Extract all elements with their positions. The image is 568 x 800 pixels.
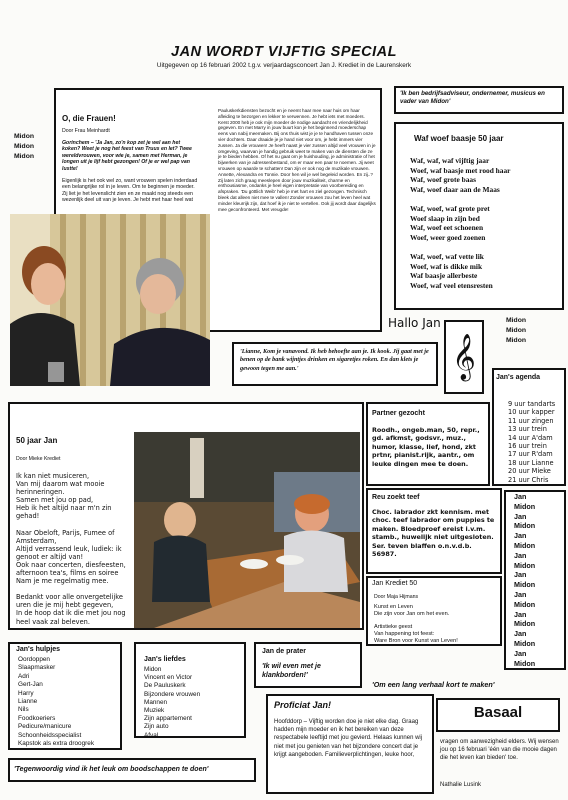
waf-line: Waf baasje allerbeste bbox=[410, 271, 478, 281]
verse-line: herinneringen. bbox=[16, 488, 65, 497]
partner-heading: Partner gezocht bbox=[372, 410, 425, 417]
hulpjes-item: Lianne bbox=[18, 698, 38, 706]
verse-line: Samen met jou op pad, bbox=[16, 496, 94, 505]
agenda-item: 13 uur trein bbox=[508, 425, 547, 434]
liefdes-item: Bijzondere vrouwen bbox=[144, 690, 201, 698]
krediet50-byline: Door Maja Hijmans bbox=[374, 594, 419, 600]
photo-jan-and-lady-image bbox=[10, 214, 210, 386]
liefdes-item: Muziek bbox=[144, 707, 165, 715]
verse-line: In de hoop dat ik die met jou nog bbox=[16, 609, 126, 618]
verse-spacer bbox=[16, 521, 126, 529]
basaal-label: Basaal bbox=[473, 704, 523, 721]
waf-line: Waf, woef daar aan de Maas bbox=[410, 184, 500, 194]
agenda-list bbox=[508, 400, 555, 484]
waf-line: Waf, woef, waf vette lik bbox=[410, 251, 484, 261]
verhaal-quote: 'Om een lang verhaal kort te maken' bbox=[372, 680, 495, 689]
frauen-intro: Gorinchem – 'Ja Jan, zo'n kop zet je wel aan het koken? Weet je nog het feest van Truus en Iet? Twee wereldvrouwen, voor wie je, samen met Herman, je longen uit je lijf hebt gezongen! Of je er wel pap van lustte! bbox=[62, 140, 192, 172]
agenda-item: 9 uur tandarts bbox=[508, 400, 556, 408]
krediet50-spacer bbox=[374, 618, 458, 625]
hulpjes-item: Oordoppen bbox=[18, 656, 50, 663]
krediet50-poem bbox=[374, 604, 458, 645]
jan-midon-item: Midon bbox=[514, 599, 536, 609]
partner-text: Roodh., ongeb.man, 50, repr., gd. afkmst, godsvr., muz., humor, klasse, lief, hond, zkt prtnr, pianist.rijk, aantr., om leuke dingen mee te doen. bbox=[372, 426, 480, 468]
verse-line: uren die je mij hebt gegeven, bbox=[16, 601, 114, 610]
krediet50-line: Kunst en Leven bbox=[374, 604, 413, 610]
waf-line: Woef, weer goed zoenen bbox=[410, 232, 486, 242]
jan-midon-item: Jan bbox=[514, 550, 527, 560]
waf-spacer bbox=[410, 194, 510, 204]
jan-midon-item: Midon bbox=[514, 658, 536, 668]
agenda-item: 21 uur Chris bbox=[508, 475, 549, 484]
krediet50-line: Van happening tot feest: bbox=[374, 631, 435, 638]
jan-midon-item: Jan bbox=[514, 511, 527, 521]
nathalie-signature: Nathalie Lusink bbox=[440, 782, 482, 788]
agenda-item: 11 uur zingen bbox=[508, 416, 554, 425]
hulpjes-list bbox=[18, 656, 94, 748]
waf-spacer bbox=[410, 242, 510, 252]
waf-line: Waf, woef eet schoenen bbox=[410, 223, 484, 233]
liefdes-item: Mannen bbox=[144, 698, 168, 706]
agenda-item: 10 uur kapper bbox=[508, 408, 555, 417]
jan-midon-item: Midon bbox=[514, 540, 536, 550]
verse-line: Ik kan niet musiceren, bbox=[16, 472, 90, 480]
jan-midon-item: Jan bbox=[514, 492, 527, 501]
verse-line: Amsterdam, bbox=[16, 536, 57, 545]
waf-line: Woef slaap in zijn bed bbox=[410, 213, 480, 223]
fifty-heading: 50 jaar Jan bbox=[16, 436, 58, 445]
verse-line: gehad! bbox=[16, 512, 40, 521]
verse-spacer bbox=[16, 585, 126, 593]
jan-midon-item: Jan bbox=[514, 648, 527, 658]
waf-lines bbox=[410, 156, 510, 290]
liefdes-item: Zijn auto bbox=[144, 723, 169, 731]
hulpjes-item: Gert-Jan bbox=[18, 681, 43, 689]
photo-dinner-table-image bbox=[134, 432, 360, 628]
waf-line: Waf, woef grote baas bbox=[410, 175, 476, 185]
verse-line: Naar Obeloft, Parijs, Fumee of bbox=[16, 528, 115, 537]
midon-left-item: Midon bbox=[14, 153, 35, 160]
page-subtitle: Uitgegeven op 16 februari 2002 t.g.v. verjaardagsconcert Jan J. Krediet in de Laurenskerk bbox=[156, 62, 412, 69]
prater-heading: Jan de prater bbox=[262, 648, 306, 655]
reu-heading: Reu zoekt teef bbox=[372, 494, 420, 501]
hulpjes-item: Nils bbox=[18, 706, 29, 714]
jan-midon-item: Midon bbox=[514, 619, 536, 629]
fifty-verses bbox=[16, 472, 126, 626]
liefdes-heading: Jan's liefdes bbox=[144, 656, 186, 663]
agenda-heading: Jan's agenda bbox=[496, 374, 541, 381]
jan-midon-item: Midon bbox=[514, 521, 536, 531]
proficiat-text: Hoofddorp – Vijftig worden doe je niet elke dag. Graag hadden mijn moeder en ik het bereiken van deze respectabele leeftijd met jou gevierd. Helaas kunnen wij niet met jou genieten van het bijzondere concert dat je krijgt aangeboden. Familieverplichtingen, leuke hoor, bbox=[274, 719, 423, 758]
midon-right-item: Midon bbox=[506, 327, 527, 334]
music-clef-box bbox=[444, 320, 484, 394]
jan-midon-item: Jan bbox=[514, 609, 527, 619]
verse-line: Heb ik het altijd naar m'n zin bbox=[16, 504, 112, 513]
verse-line: Bedankt voor alle onvergetelijke bbox=[16, 593, 123, 602]
frauen-paragraph: Eigenlijk is het ook wel zo, want vrouwen spelen inderdaad een belangrijke rol in je leven. Om te beginnen je moeder. Zij liet je het levenslicht zien en ze maakt nog steeds een wezenlijk deel uit van je leven. Je hebt met haar heel wat bbox=[62, 178, 198, 204]
hulpjes-item: Harry bbox=[18, 689, 34, 697]
agenda-item: 14 uur A'dam bbox=[508, 433, 553, 442]
hulpjes-item: Pedicure/manicure bbox=[18, 723, 72, 731]
hulpjes-item: Schoonheidsspecialist bbox=[18, 731, 82, 739]
liefdes-item: Afval bbox=[144, 731, 159, 739]
hulpjes-item: Slaapmasker bbox=[18, 664, 56, 672]
frauen-byline: Door Frau Meinhardt bbox=[62, 128, 110, 134]
jan-midon-item: Midon bbox=[514, 560, 536, 570]
frauen-heading: O, die Frauen! bbox=[62, 114, 116, 123]
liefdes-item: Vincent en Victor bbox=[144, 674, 193, 682]
midon-left-list bbox=[14, 132, 34, 162]
verse-line: heel vaak zal beleven. bbox=[16, 617, 90, 626]
waf-line: Waf, waf, waf vijftig jaar bbox=[410, 156, 490, 165]
jan-midon-item: Jan bbox=[514, 589, 527, 599]
verse-line: Nam je me regelmatig mee. bbox=[16, 577, 109, 586]
jan-midon-item: Midon bbox=[514, 501, 536, 511]
krediet50-line: Ware Bron voor Kunst van Leven! bbox=[374, 637, 458, 644]
liefdes-list bbox=[144, 666, 200, 740]
verse-line: afternoon tea's, films en soiree bbox=[16, 569, 119, 578]
agenda-item: 17 uur R'dam bbox=[508, 450, 553, 459]
verse-line: genoot er altijd van! bbox=[16, 552, 84, 561]
quote-bedrijfsadviseur-text: 'Ik ben bedrijfsadviseur, ondernemer, musicus en vader van Midon' bbox=[400, 90, 545, 105]
waf-line: Waf, woef, waf grote pret bbox=[410, 203, 490, 213]
liefdes-item: Zijn appartement bbox=[144, 715, 192, 723]
midon-left-item: Midon bbox=[14, 133, 35, 140]
lianne-quote: 'Lianne, Kom je vanavond. Ik heb behoefte aan je. Ik kook. Jij gaat met je benen op de bank wijntjes drinken en sigaretjes roken. En dan klets je gewoon tegen me aan.' bbox=[240, 348, 429, 372]
page-title: JAN WORDT VIJFTIG SPECIAL bbox=[171, 44, 397, 60]
frauen-column-2: Pauluskerkdiensten bezocht en je neemt haar mee naar huis om haar afleiding te bezorgen en lekker te verwennen. Je hebt iets met moeders. Kerst 2000 heb je ook mijn moeder de nodige aandacht en vriendelijkheid gegeven. En met Marry in jouw buurt kon je het beginnend moederschap eens van nabij meemaken. Bij ons thuis wist je je te handhaven tussen onze vier dochters. Daar draaide je je hand niet voor om, je hebt immers vier zussen. Ja die vrouwen! Je heeft naast je vier zussen altijd veel vrouwen in je omgeving, waarvan je handig gebruik weet te maken van de diensten die ze je te bieden hebben. Of het nu gaat om je huishouding, je administratie of het bijwerken van je adressenbestand, om er maar een paar te noemen. Jij weet vrouwen op waarde te schatten! Dan zijn er ook nog de muzikale vrouwen. Annette, Alexandra en Tonnie. Door hen wil je wel begeleid worden. En zij..? Zij laten zich graag meeslepen door jouw muzikaliteit, charme en enthousiasme, ondanks je heel eigen interpretatie van voorbereiding en afspraken. 'Du göttlich Weib' heb je met hart en ziel gezongen. Technisch bleek dat alleen niet mee te vallen! Zonder vrouwen zou het leven heel wat minder kleurrijk zijn, dat hoef ik je niet te vertellen. Ook jij wordt daar dagelijks mee geconfronteerd. Met vreugde! bbox=[218, 108, 376, 212]
agenda-item: 18 uur Lianne bbox=[508, 458, 554, 467]
midon-right-item: Midon bbox=[506, 317, 527, 324]
jan-midon-column bbox=[514, 492, 535, 668]
jan-midon-item: Midon bbox=[514, 638, 536, 648]
midon-left-item: Midon bbox=[14, 143, 35, 150]
reu-text: Choc. labrador zkt kennism. met choc. teef labrador om puppies te maken. Bloedproef ereist i.v.m. stamb., huwelijk niet uitgesloten. Ser. teven blaffen o.n.v.d.b. 56987. bbox=[372, 508, 495, 559]
hulpjes-item: Kapstok als extra droogrek bbox=[18, 740, 95, 748]
krediet50-line: Artistieke geest bbox=[374, 624, 413, 631]
liefdes-item: De Pauluskerk bbox=[144, 682, 186, 690]
jan-midon-item: Jan bbox=[514, 629, 527, 639]
treble-clef-icon: 𝄞 bbox=[452, 334, 476, 380]
jan-midon-item: Midon bbox=[514, 580, 536, 590]
nathalie-text: vragen om aanwezigheid elders. Wij wensen jou op 16 februari 'één van die mooie dagen die het leven kan bieden' toe. bbox=[440, 739, 559, 761]
waf-line: Woef, waf veel etensresten bbox=[410, 280, 493, 290]
midon-right-list bbox=[506, 316, 526, 346]
prater-quote: 'Ik wil even met je klankborden!' bbox=[262, 663, 321, 679]
verse-line: Van mij daarom wat mooie bbox=[16, 480, 105, 489]
hallo-jan: Hallo Jan bbox=[388, 316, 441, 330]
verse-line: Ook naar concerten, diesfeesten, bbox=[16, 560, 126, 569]
waf-line: Woef, waf is dikke mik bbox=[410, 261, 483, 271]
proficiat-heading: Proficiat Jan! bbox=[274, 700, 332, 710]
photo-dinner-table bbox=[134, 432, 360, 628]
jan-midon-item: Jan bbox=[514, 531, 527, 541]
krediet50-line: Die zijn voor Jan om het even. bbox=[374, 610, 450, 617]
hulpjes-heading: Jan's hulpjes bbox=[16, 646, 61, 653]
agenda-item: 20 uur Mieke bbox=[508, 467, 551, 476]
fifty-byline: Door Mieke Krediet bbox=[16, 456, 61, 462]
hulpjes-item: Adri bbox=[18, 672, 30, 680]
hulpjes-item: Foodkoeriers bbox=[18, 714, 56, 722]
waf-line: Woef, waf baasje met rood haar bbox=[410, 165, 511, 175]
jan-midon-item: Jan bbox=[514, 570, 527, 580]
liefdes-item: Midon bbox=[144, 666, 162, 673]
midon-right-item: Midon bbox=[506, 337, 527, 344]
photo-jan-and-lady bbox=[10, 214, 210, 386]
boodschappen-quote: 'Tegenwoordig vind ik het leuk om boodschappen te doen' bbox=[14, 766, 209, 773]
waf-heading: Waf woef baasje 50 jaar bbox=[414, 134, 504, 143]
agenda-item: 16 uur trein bbox=[508, 442, 547, 451]
krediet50-heading: Jan Krediet 50 bbox=[372, 580, 418, 587]
verse-line: Altijd verrassend leuk, ludiek: ik bbox=[16, 544, 122, 553]
